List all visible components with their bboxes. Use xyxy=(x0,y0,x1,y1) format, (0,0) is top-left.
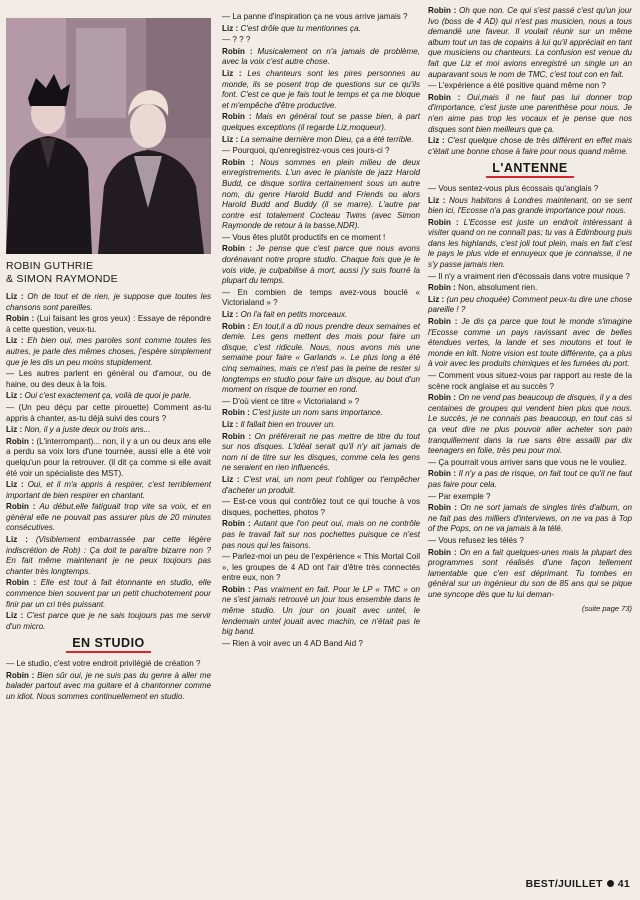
speaker-label: Robin : xyxy=(428,393,456,403)
paragraph-text: Autant que l'on peut oui, mais on ne contrôle pas le travail fait sur nos pochettes puisque ce n'est pas nous qui les faisons. xyxy=(222,519,420,550)
speaker-label: Robin : xyxy=(222,157,254,167)
paragraph xyxy=(428,536,632,547)
speaker-label: Robin : xyxy=(222,321,251,331)
paragraph-text: — Est-ce vous qui contrôlez tout ce qui touche à vos disques, pochettes, photos ? xyxy=(222,497,420,517)
paragraph-text: On préférerait ne pas mettre de titre du tout sur nos disques. L'idéal serait qu'il n'y ait jamais de nom ni de titre sur les disques, comme cela les gens ne seraient en rien influencés. xyxy=(222,431,421,473)
paragraph xyxy=(222,497,420,518)
speaker-label: Robin : xyxy=(222,584,251,594)
speaker-label: Robin : xyxy=(6,436,35,446)
paragraph-text: — Les autres parlent en général ou d'amour, ou de haine, ou des deux à la fois. xyxy=(6,369,211,389)
paragraph-text: C'est juste un nom sans importance. xyxy=(252,408,383,418)
paragraph xyxy=(6,659,211,670)
paragraph xyxy=(222,288,420,309)
paragraph xyxy=(222,519,420,551)
speaker-label: Liz : xyxy=(222,23,239,33)
paragraph-text: Il n'y a pas de risque, on fait tout ce qu'il ne faut pas faire pour cela. xyxy=(428,469,633,489)
paragraph-text: Nous sommes en plein milieu de deux enregistrements. L'un avec le pianiste de jazz Harold Budd, ce disque sortira certainement sous un autre nom, du genre Harold Budd and Friends ou alors Harold Budd and Buddy (il se marre). L'autre par contre est totalement Cocteau Twins (avec Simon Raymonde de retour à la basse,NDR). xyxy=(222,157,421,231)
interview-text-2 xyxy=(222,12,420,649)
paragraph xyxy=(6,336,211,368)
paragraph-text: Oui,mais il ne faut pas lui donner trop d'importance, c'est juste une parenthèse pour nous. Je n'en aime pas trop les vocaux et je pense que nos disques sont bien meilleurs que ça. xyxy=(428,92,632,134)
paragraph-text: (Lui faisant les gros yeux) : Essaye de répondre à cette question, veux-tu. xyxy=(6,314,211,334)
speaker-label: Liz : xyxy=(428,136,445,146)
speaker-label: Robin : xyxy=(428,283,456,293)
paragraph-text: (un peu choquée) Comment peux-tu dire une chose pareille ! ? xyxy=(428,294,633,315)
paragraph-text: — ? ? ? xyxy=(222,35,251,45)
paragraph xyxy=(428,283,632,294)
paragraph xyxy=(428,393,632,457)
caption-line-2: & SIMON RAYMONDE xyxy=(6,273,118,285)
band-photo xyxy=(6,18,211,254)
paragraph-text: — D'où vient ce titre « Victorialand » ? xyxy=(222,396,360,406)
paragraph xyxy=(6,480,211,501)
speaker-label: Liz : xyxy=(6,535,28,545)
paragraph-text: — L'expérience a été positive quand même non ? xyxy=(428,81,606,91)
paragraph-text: — Pourquoi, qu'enregistrez-vous ces jours-ci ? xyxy=(222,146,390,156)
paragraph-text: (Visiblement embarrassée par cette légère indiscrétion de Rob) : Ça doit te paraître bizarre non ? En fait même maintenant je ne peux toujours pas chanter très longtemps. xyxy=(6,535,212,576)
speaker-label: Robin : xyxy=(6,670,35,680)
interview-text-3b xyxy=(428,184,632,601)
paragraph-text: — Vous refusez les télés ? xyxy=(428,535,524,545)
speaker-label: Robin : xyxy=(428,317,458,327)
paragraph-text: — En combien de temps avez-vous bouclé « Victorialand » ? xyxy=(222,287,420,308)
paragraph xyxy=(428,458,632,469)
speaker-label: Robin : xyxy=(428,217,459,227)
speaker-label: Liz : xyxy=(6,611,24,621)
paragraph xyxy=(222,233,420,244)
speaker-label: Robin : xyxy=(222,408,250,418)
column-2 xyxy=(222,12,420,650)
column-3 xyxy=(428,6,632,615)
paragraph-text: Elle est tout à fait étonnante en studio, elle commence bien souvent par un petit chuchotement pour finir par un cri très puissant. xyxy=(6,578,211,609)
paragraph-text: Musicalement on n'a jamais de problème, avec la voix c'est autre chose. xyxy=(222,46,421,67)
paragraph-text: Je pense que c'est parce que nous avons dorénavant notre propre studio. Chaque fois que je le vois vide, je culpabilise à mort, aussi j'y suis fourré la plupart du temps. xyxy=(222,244,421,286)
paragraph xyxy=(428,184,632,195)
paragraph xyxy=(222,135,420,146)
paragraph xyxy=(6,369,211,390)
paragraph-text: Oui c'est exactement ça, voilà de quoi je parle. xyxy=(24,391,192,401)
paragraph-text: Oh de tout et de rien, je suppose que toutes les chansons sont pareilles. xyxy=(6,292,211,312)
paragraph xyxy=(428,136,632,157)
paragraph xyxy=(222,35,420,46)
paragraph xyxy=(428,492,632,503)
speaker-label: Liz : xyxy=(6,391,23,401)
paragraph xyxy=(222,69,420,111)
paragraph xyxy=(428,6,632,80)
paragraph xyxy=(6,437,211,479)
paragraph xyxy=(428,317,632,370)
speaker-label: Liz : xyxy=(222,419,239,429)
section-heading-en-studio: EN STUDIO xyxy=(6,638,211,653)
paragraph xyxy=(6,425,211,436)
paragraph xyxy=(428,196,632,217)
paragraph-text: Nous habitons à Londres maintenant, on se sent bien ici, l'Ecosse n'a pas grande importance pour nous. xyxy=(428,195,632,216)
paragraph xyxy=(222,397,420,408)
paragraph-text: L'Ecosse est juste un endroit intéressant à visiter quand on ne connaît pas; tu vas à Edimbourg puis dans les highlands, c'est joli tout plein, mais en fait c'est le pays le plus vide et ennuyeux que je connaisse, il ne s'y passe jamais rien. xyxy=(428,217,633,270)
paragraph-text: Non, il y a juste deux ou trois ans... xyxy=(24,425,151,435)
paragraph xyxy=(222,432,420,474)
paragraph-text: Bien sûr oui, je ne suis pas du genre à aller me balader partout avec ma guitare et à chantonner comme un idiot. Nous sommes continuellement en studio. xyxy=(6,670,212,701)
speaker-label: Robin : xyxy=(222,519,251,529)
paragraph xyxy=(222,475,420,496)
paragraph xyxy=(6,535,211,577)
paragraph-text: On ne sort jamais de singles tirés d'album, on ne fait pas des milliers d'interviews, on ne va pas à Top of the Pops, on ne va jamais à la télé. xyxy=(428,503,633,534)
paragraph-text: Oh que non. Ce qui s'est passé c'est qu'un jour Ivo (boss de 4 AD) qui n'est pas musicien, nous a tous demandé une faveur. Il voulait réunir sur un même album tout un tas de copains à lui qu'il appréciait en tant que musiciens ou chanteurs. La confusion est venue du fait que Liz et moi avions enregistré un single un an auparavant sous le nom de TMC, c'est tout con en fait. xyxy=(428,6,632,79)
speaker-label: Robin : xyxy=(222,431,252,441)
paragraph xyxy=(428,371,632,392)
paragraph xyxy=(428,548,632,601)
paragraph-text: Mais en général tout se passe bien, à part quelques exceptions (il regarde Liz,moqueur). xyxy=(222,112,421,132)
paragraph xyxy=(428,93,632,135)
paragraph xyxy=(428,81,632,92)
paragraph-text: — Vous êtes plutôt productifs en ce moment ! xyxy=(222,232,386,242)
paragraph xyxy=(222,24,420,35)
speaker-label: Robin : xyxy=(222,112,252,122)
paragraph-text: En tout,il a dû nous prendre deux semaines et demie. Les gens mettent des mois pour faire un disque, c'est ridicule. Nous, nous avons mis une semaine pour faire « Garlands ». Le plus long a été cinq semaines, mais ce n'est pas la peine de rester si longtemps en studio pour faire un disque, au bout d'un moment on risque de tourner en rond. xyxy=(222,321,421,395)
speaker-label: Robin : xyxy=(6,578,37,588)
paragraph-text: Il fallait bien en trouver un. xyxy=(240,419,336,429)
paragraph-text: Oui, et il m'a appris à respirer, c'est terriblement important de bien respirer en chantant. xyxy=(6,480,212,500)
speaker-label: Liz : xyxy=(6,480,24,490)
paragraph-text: — Parlez-moi un peu de l'expérience « This Mortal Coil », les groupes de 4 AD ont l'air d'être très connectés entre eux, non ? xyxy=(222,552,420,583)
speaker-label: Robin : xyxy=(428,92,461,102)
speaker-label: Liz : xyxy=(222,310,239,320)
paragraph xyxy=(222,310,420,321)
paragraph xyxy=(6,671,211,703)
caption-line-1: ROBIN GUTHRIE xyxy=(6,260,94,272)
paragraph xyxy=(222,158,420,232)
paragraph xyxy=(6,314,211,335)
paragraph xyxy=(6,292,211,313)
paragraph xyxy=(222,585,420,638)
paragraph xyxy=(6,391,211,402)
speaker-label: Robin : xyxy=(428,547,457,557)
paragraph-text: — Ça pourrait vous arriver sans que vous ne le vouliez. xyxy=(428,457,627,467)
paragraph xyxy=(222,47,420,68)
speaker-label: Liz : xyxy=(222,474,240,484)
paragraph-text: Je dis ça parce que tout le monde s'imagine l'Ecosse comme un pays ravissant avec de belles étendues vertes, la lande et ses moutons et tout le monde en kilt. Notre vision est toute différente, ça a plus à voir avec les produits chimiques et les fumées du port. xyxy=(428,317,633,369)
page-number: 41 xyxy=(617,878,630,890)
speaker-label: Liz : xyxy=(222,68,242,78)
speaker-label: Liz : xyxy=(6,336,24,346)
paragraph xyxy=(6,502,211,534)
paragraph xyxy=(222,322,420,396)
speaker-label: Robin : xyxy=(428,503,457,513)
paragraph-text: — Le studio, c'est votre endroit privilégié de création ? xyxy=(6,659,201,668)
speaker-label: Robin : xyxy=(428,6,457,15)
paragraph-text: — Par exemple ? xyxy=(428,491,491,501)
paragraph-text: Au début,elle fatiguait trop vite sa voix, et en général elle ne pouvait pas assurer plus de 20 minutes consécutives. xyxy=(6,502,212,533)
speaker-label: Robin : xyxy=(6,502,36,512)
paragraph xyxy=(222,12,420,23)
paragraph xyxy=(6,578,211,610)
paragraph-text: La semaine dernière mon Dieu, ça a été terrible. xyxy=(240,134,414,144)
bullet-icon xyxy=(607,880,614,887)
page-footer xyxy=(526,878,630,890)
paragraph-text: C'est quelque chose de très différent en effet mais c'était une bonne chose à faire pour nous quand même. xyxy=(428,136,633,156)
paragraph-text: — Il n'y a vraiment rien d'écossais dans votre musique ? xyxy=(428,271,630,281)
paragraph xyxy=(222,552,420,584)
paragraph-text: On ne vend pas beaucoup de disques, il y a des centaines de groupes qui vendent bien plus que nous. Le succès, je ne connais pas beaucoup, en tout cas si ça veut dire ne plus pouvoir aller acheter son pain tranquillement dans la rue sans être assailli par dix teenagers en folie, très peu pour moi. xyxy=(428,393,632,456)
speaker-label: Robin : xyxy=(6,314,35,324)
paragraph-text: (L'interrompant)... non, il y a un ou deux ans elle a perdu sa voix lors d'une tournée, aussi elle a été voir quelqu'un pour la retrouver. (il dit ça comme si elle avait été voir un spécialiste des MST). xyxy=(6,436,212,478)
paragraph-text: — Comment vous situez-vous par rapport au reste de la scène rock anglaise et au succès ? xyxy=(428,371,632,391)
paragraph xyxy=(222,408,420,419)
interview-text-1 xyxy=(6,292,211,632)
paragraph-text: — La panne d'inspiration ça ne vous arrive jamais ? xyxy=(222,12,408,21)
paragraph xyxy=(222,112,420,133)
interview-text-1b xyxy=(6,659,211,702)
speaker-label: Robin : xyxy=(222,244,252,254)
paragraph xyxy=(428,218,632,271)
speaker-label: Liz : xyxy=(6,425,23,435)
speaker-label: Liz : xyxy=(428,294,445,304)
paragraph xyxy=(6,403,211,424)
paragraph-text: C'est drôle que tu mentionnes ça. xyxy=(240,23,361,33)
paragraph xyxy=(6,611,211,632)
paragraph xyxy=(428,469,632,490)
paragraph xyxy=(428,272,632,283)
paragraph-text: On en a fait quelques-unes mais la plupart des programmes sont réalisés d'une façon tellement lamentable que c'en est déprimant. Tu tombes en général sur un ingénieur du son de 85 ans qui se pique une syncope dès que tu lui deman- xyxy=(428,547,633,599)
paragraph-text: On l'a fait en petits morceaux. xyxy=(240,310,348,320)
magazine-issue: BEST/JUILLET xyxy=(525,878,603,890)
paragraph xyxy=(222,639,420,650)
paragraph-text: Eh bien oui, mes paroles sont comme toutes les autres, je parle des mêmes choses, j'espère simplement que je les dis un peu moins stupidement. xyxy=(6,336,212,367)
interview-text-3 xyxy=(428,6,632,157)
paragraph-text: C'est parce que je ne sais toujours pas me servir d'un micro. xyxy=(6,611,212,631)
paragraph-text: — Rien à voir avec un 4 AD Band Aid ? xyxy=(222,638,363,648)
paragraph-text: — (Un peu déçu par cette pirouette) Comment as-tu appris à chanter, as-tu déjà suivi des cours ? xyxy=(6,402,211,423)
paragraph xyxy=(222,244,420,286)
speaker-label: Liz : xyxy=(6,292,24,301)
section-heading-antenne: L'ANTENNE xyxy=(428,163,632,178)
speaker-label: Liz : xyxy=(428,195,446,205)
paragraph xyxy=(428,295,632,316)
band-photo-image xyxy=(6,18,211,254)
paragraph-text: Pas vraiment en fait. Pour le LP « TMC » on ne s'est jamais retrouvé un jour tous ensemble dans le même studio. Un jour on jouait avec untel, le lendemain untel jouait avec machin, ce n'était pas le big band. xyxy=(222,584,420,637)
speaker-label: Robin : xyxy=(222,46,253,56)
paragraph xyxy=(222,420,420,431)
paragraph-text: — Vous sentez-vous plus écossais qu'anglais ? xyxy=(428,183,599,193)
continued-note: (suite page 73) xyxy=(581,604,632,614)
photo-caption xyxy=(6,260,211,286)
paragraph xyxy=(222,146,420,157)
paragraph xyxy=(428,503,632,535)
paragraph-text: Non, absolument rien. xyxy=(458,283,538,293)
column-1 xyxy=(6,10,211,703)
paragraph-text: Les chanteurs sont les pires personnes au monde, ils se posent trop de questions sur ce qu'ils font. C'est ce que je fais tout le temps et ça me bloque et m'empêche d'être productive. xyxy=(222,68,420,110)
paragraph-text: C'est vrai, un nom peut t'obliger ou t'empêcher d'acheter un produit. xyxy=(222,474,421,495)
speaker-label: Robin : xyxy=(428,469,457,479)
speaker-label: Liz : xyxy=(222,134,239,144)
